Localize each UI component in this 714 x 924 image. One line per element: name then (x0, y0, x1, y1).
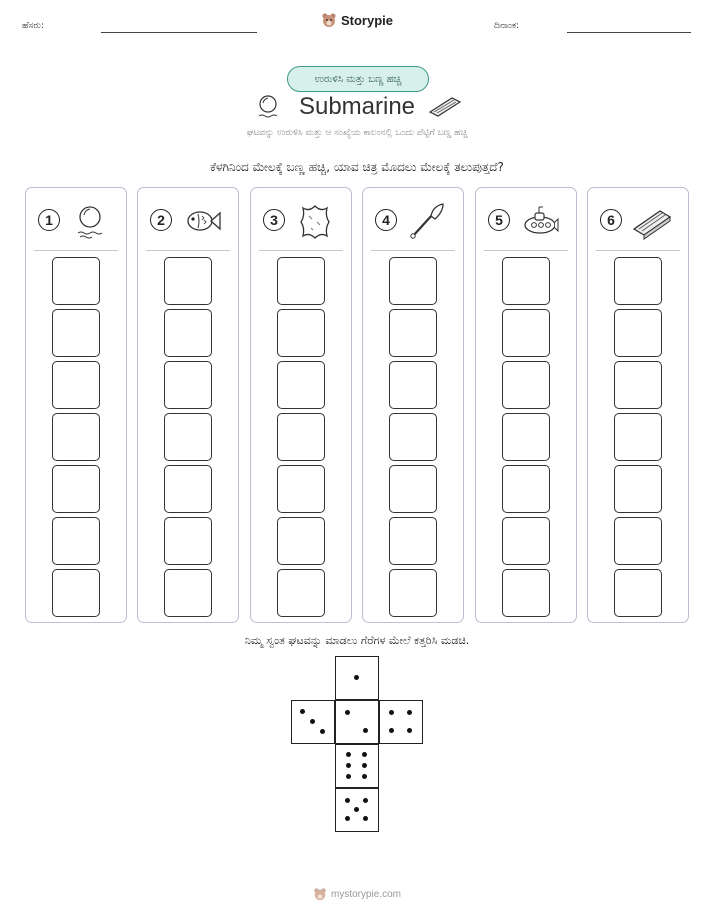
footer-url: mystorypie.com (330, 888, 401, 900)
column-number: 2 (150, 209, 172, 231)
color-box[interactable] (277, 413, 325, 461)
color-box[interactable] (164, 257, 212, 305)
column-header (26, 188, 126, 250)
column-divider (371, 250, 455, 251)
dice-face-6 (335, 744, 379, 788)
dice-pip (407, 728, 412, 733)
color-box[interactable] (389, 413, 437, 461)
column-number: 5 (488, 209, 510, 231)
column-divider (34, 250, 118, 251)
column-number: 1 (38, 209, 60, 231)
question: ಕೆಳಗಿನಿಂದ ಮೇಲಕ್ಕೆ ಬಣ್ಣ ಹಚ್ಚಿ, ಯಾವ ಚಿತ್ರ ಮೊದಲು ಮೇಲಕ್ಕೆ ತಲುಪುತ್ತದೆ? (210, 160, 504, 174)
column-header (363, 188, 463, 250)
column-header (138, 188, 238, 250)
column-header (476, 188, 576, 250)
color-box[interactable] (52, 569, 100, 617)
column-divider (146, 250, 230, 251)
color-box[interactable] (614, 361, 662, 409)
column-5 (475, 187, 577, 623)
submarine-icon (520, 202, 560, 240)
color-box[interactable] (52, 309, 100, 357)
column-number: 6 (600, 209, 622, 231)
dice-pip (345, 798, 350, 803)
color-box[interactable] (389, 361, 437, 409)
oar-icon (407, 202, 447, 240)
date-label: ದಿನಾಂಕ: (494, 21, 520, 31)
color-box[interactable] (164, 309, 212, 357)
dice-face-3 (291, 700, 335, 744)
dice-face-1 (335, 656, 379, 700)
color-box[interactable] (277, 257, 325, 305)
dice-face-5 (335, 788, 379, 832)
column-header (251, 188, 351, 250)
color-box[interactable] (502, 309, 550, 357)
plank-icon (632, 202, 672, 240)
column-number: 4 (375, 209, 397, 231)
brand-name: Storypie (340, 12, 393, 28)
column-3 (250, 187, 352, 623)
column-number: 3 (263, 209, 285, 231)
bear-icon (313, 887, 327, 901)
dice-face-2 (335, 700, 379, 744)
dice-pip (362, 763, 367, 768)
color-box[interactable] (502, 569, 550, 617)
dice-pip (407, 710, 412, 715)
color-box[interactable] (389, 465, 437, 513)
color-box[interactable] (389, 569, 437, 617)
color-box[interactable] (52, 413, 100, 461)
column-divider (484, 250, 568, 251)
dice-pip (362, 774, 367, 779)
dice-pip (354, 675, 359, 680)
color-box[interactable] (389, 257, 437, 305)
color-box[interactable] (52, 465, 100, 513)
color-box[interactable] (502, 361, 550, 409)
color-box[interactable] (164, 413, 212, 461)
color-box[interactable] (277, 309, 325, 357)
column-2 (137, 187, 239, 623)
fish-icon (182, 202, 222, 240)
color-box[interactable] (164, 465, 212, 513)
cut-instructions: ನಿಮ್ಮ ಸ್ವಂತ ಘಟವನ್ನು ಮಾಡಲು ಗೆರೆಗಳ ಮೇಲೆ ಕತ್ತರಿಸಿ ಮಡಚಿ. (244, 634, 470, 647)
dice-pip (346, 763, 351, 768)
color-box[interactable] (614, 413, 662, 461)
dice-pip (345, 710, 350, 715)
dice-pip (389, 728, 394, 733)
column-divider (259, 250, 343, 251)
page-title: Submarine (298, 93, 416, 120)
color-box[interactable] (614, 309, 662, 357)
color-box[interactable] (614, 257, 662, 305)
dice-pip (320, 729, 325, 734)
color-box[interactable] (277, 517, 325, 565)
dice-pip (363, 798, 368, 803)
color-box[interactable] (502, 465, 550, 513)
color-box[interactable] (502, 257, 550, 305)
activity-badge: ಉರುಳಿಸಿ ಮತ್ತು ಬಣ್ಣ ಹಚ್ಚಿ (287, 66, 429, 92)
dice-pip (363, 728, 368, 733)
color-box[interactable] (52, 361, 100, 409)
color-box[interactable] (277, 361, 325, 409)
color-box[interactable] (389, 309, 437, 357)
column-1 (25, 187, 127, 623)
dice-pip (354, 807, 359, 812)
instructions: ಘಟವನ್ನು ಉರುಳಿಸಿ ಮತ್ತು ಆ ಸಂಖ್ಯೆಯ ಕಾಲಂನಲ್ಲಿ ಒಂದು ಪೆಟ್ಟಿಗೆ ಬಣ್ಣ ಹಚ್ಚಿ (246, 128, 468, 138)
dice-pip (346, 752, 351, 757)
dice-pip (363, 816, 368, 821)
column-divider (596, 250, 680, 251)
dice-pip (346, 774, 351, 779)
bubble-icon (70, 202, 110, 240)
footer (0, 887, 714, 901)
column-4 (362, 187, 464, 623)
color-box[interactable] (52, 517, 100, 565)
plank-title-icon (428, 94, 462, 120)
bear-icon (321, 12, 337, 28)
color-box[interactable] (502, 413, 550, 461)
dice-pip (389, 710, 394, 715)
color-box[interactable] (164, 361, 212, 409)
color-box[interactable] (389, 517, 437, 565)
color-box[interactable] (277, 569, 325, 617)
color-box[interactable] (277, 465, 325, 513)
column-header (588, 188, 688, 250)
color-box[interactable] (614, 517, 662, 565)
date-line[interactable] (567, 32, 691, 33)
dice-pip (310, 719, 315, 724)
color-box[interactable] (52, 257, 100, 305)
dice-pip (362, 752, 367, 757)
name-label: ಹೆಸರು: (22, 21, 45, 31)
color-box[interactable] (164, 517, 212, 565)
color-box[interactable] (164, 569, 212, 617)
brand-logo (0, 12, 714, 28)
dice-pip (345, 816, 350, 821)
color-box[interactable] (502, 517, 550, 565)
dice-pip (300, 709, 305, 714)
color-box[interactable] (614, 465, 662, 513)
dice-face-4 (379, 700, 423, 744)
color-box[interactable] (614, 569, 662, 617)
leather-icon (295, 202, 335, 240)
column-6 (587, 187, 689, 623)
name-line[interactable] (101, 32, 257, 33)
